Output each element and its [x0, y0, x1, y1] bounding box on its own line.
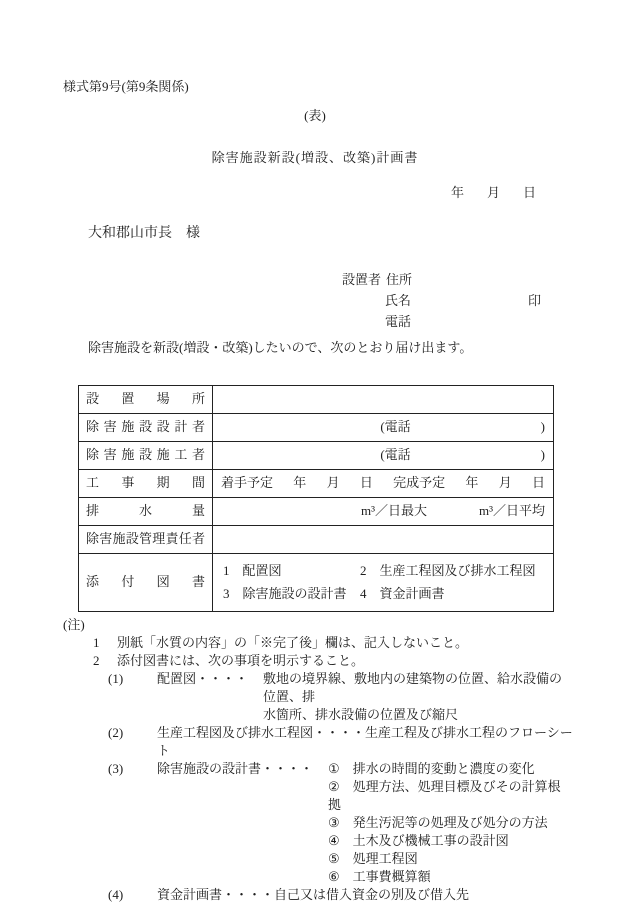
period-start-label: 着手予定 — [221, 475, 274, 491]
period-end-label: 完成予定 — [393, 475, 446, 491]
note-sub-2-no: (2) — [108, 724, 124, 740]
builder-phone-close: ) — [540, 447, 545, 463]
note-sub-4-no: (4) — [108, 886, 124, 902]
designer-label: 除害施設設計者 — [79, 413, 213, 441]
period-end-month: 月 — [498, 475, 512, 491]
attachment-item-3 — [223, 585, 360, 603]
note-sub-4-text: 資金計画書・・・・自己又は借入資金の別及び借入先 — [157, 886, 470, 902]
builder-label: 除害施設施工者 — [79, 441, 213, 469]
note-sub-3 — [108, 760, 573, 886]
seal-mark: 印 — [528, 293, 542, 309]
note-sub-1-lines — [263, 670, 573, 724]
period-value-cell — [213, 469, 554, 497]
note-sub-1 — [108, 670, 573, 724]
attachment-item-1 — [223, 562, 360, 580]
note-1-no: 1 — [93, 634, 100, 650]
design-doc-item-3 — [328, 814, 573, 832]
designer-phone-open: (電話 — [380, 419, 411, 435]
designer-value-cell — [213, 413, 554, 441]
design-doc-item-2-text: 処理方法、処理目標及びその計算根拠 — [328, 778, 561, 812]
manager-label: 除害施設管理責任者 — [79, 525, 213, 553]
note-sub-1-no: (1) — [108, 670, 124, 686]
note-item-1 — [93, 634, 573, 652]
design-doc-item-4 — [328, 832, 573, 850]
drainage-value-cell — [213, 497, 554, 525]
intro-sentence: 除害施設を新設(増設・改築)したいので、次のとおり届け出ます。 — [88, 340, 473, 356]
attachment-item-2 — [360, 562, 553, 580]
note-sub-1-label: 配置図・・・・ — [157, 670, 249, 686]
circled-3-marker: ③ — [328, 814, 340, 830]
design-doc-item-4-text: 土木及び機械工事の設計図 — [352, 832, 509, 848]
table-row-period — [79, 469, 554, 497]
attachments-value-cell — [213, 553, 554, 611]
table-row-manager — [79, 525, 554, 553]
drainage-label: 排水量 — [79, 497, 213, 525]
period-start-year: 年 — [293, 475, 307, 491]
form-number: 様式第9号(第9条関係) — [63, 79, 189, 94]
attachment-2-text: 生産工程図及び排水工程図 — [379, 562, 536, 578]
period-start-month: 月 — [326, 475, 340, 491]
design-doc-item-2 — [328, 778, 573, 814]
attachment-item-4 — [360, 585, 553, 603]
application-table — [78, 385, 554, 612]
circled-6-marker: ⑥ — [328, 868, 340, 884]
attachment-4-text: 資金計画書 — [379, 586, 445, 602]
design-doc-item-6 — [328, 868, 573, 886]
note-sub-3-no: (3) — [108, 760, 124, 776]
attachment-1-text: 配置図 — [242, 562, 282, 578]
attachment-2-no: 2 — [360, 562, 367, 578]
applicant-phone-row — [342, 311, 630, 332]
applicant-name-label: 氏名 — [385, 293, 412, 309]
builder-value-cell — [213, 441, 554, 469]
designer-phone-close: ) — [540, 419, 545, 435]
drainage-unit-max: m³／日最大 — [360, 503, 427, 519]
notes-heading: (注) — [63, 616, 85, 632]
note-1-text: 別紙「水質の内容」の「※完了後」欄は、記入しないこと。 — [117, 634, 469, 650]
note-sub-4 — [108, 886, 573, 903]
applicant-name-row — [342, 290, 630, 311]
date-day-label: 日 — [522, 184, 536, 200]
design-doc-item-5-text: 処理工程図 — [352, 850, 418, 866]
note-2-text: 添付図書には、次の事項を明示すること。 — [117, 652, 365, 668]
drainage-unit-avg: m³／日平均 — [478, 503, 545, 519]
design-doc-item-3-text: 発生汚泥等の処理及び処分の方法 — [352, 814, 548, 830]
location-label: 設置場所 — [79, 385, 213, 413]
period-label: 工事期間 — [79, 469, 213, 497]
design-doc-item-6-text: 工事費概算額 — [352, 868, 431, 884]
period-start-day: 日 — [359, 475, 373, 491]
note-sub-3-label: 除害施設の設計書・・・・ — [157, 760, 314, 776]
front-side-label: (表) — [304, 107, 326, 123]
design-doc-item-1 — [328, 760, 573, 778]
addressee: 大和郡山市長 様 — [88, 226, 200, 242]
date-month-label: 月 — [486, 184, 500, 200]
note-sub-3-items — [328, 760, 573, 886]
applicant-block — [342, 269, 630, 332]
table-row-location — [79, 385, 554, 413]
design-doc-item-5 — [328, 850, 573, 868]
document-title: 除害施設新設(増設、改築)計画書 — [211, 150, 419, 166]
note-2-no: 2 — [93, 652, 100, 668]
applicant-address-label: 住所 — [386, 272, 413, 288]
circled-2-marker: ② — [328, 778, 340, 794]
location-value-cell — [213, 385, 554, 413]
note-sub-1-line2: 水箇所、排水設備の位置及び縮尺 — [263, 706, 459, 722]
note-item-2 — [93, 652, 573, 670]
note-sub-2 — [108, 724, 573, 760]
note-sub-2-text: 生産工程図及び排水工程図・・・・生産工程及び排水工程のフローシート — [157, 724, 573, 758]
attachments-label: 添付図書 — [79, 553, 213, 611]
design-doc-item-1-text: 排水の時間的変動と濃度の変化 — [352, 760, 535, 776]
table-row-builder — [79, 441, 554, 469]
attachment-3-no: 3 — [223, 586, 230, 602]
manager-value-cell — [213, 525, 554, 553]
applicant-address-row — [342, 269, 630, 290]
note-sub-1-line1: 敷地の境界線、敷地内の建築物の位置、給水設備の位置、排 — [263, 670, 563, 704]
period-end-year: 年 — [465, 475, 479, 491]
date-year-label: 年 — [450, 184, 464, 200]
date-line — [0, 184, 630, 202]
builder-phone-open: (電話 — [380, 447, 411, 463]
circled-4-marker: ④ — [328, 832, 340, 848]
applicant-role-label: 設置者 — [342, 272, 382, 288]
circled-5-marker: ⑤ — [328, 850, 340, 866]
circled-1-marker: ① — [328, 760, 340, 776]
applicant-phone-label: 電話 — [385, 314, 412, 330]
table-row-attachments — [79, 553, 554, 611]
period-end-day: 日 — [531, 475, 545, 491]
attachment-4-no: 4 — [360, 586, 367, 602]
table-row-drainage — [79, 497, 554, 525]
attachment-1-no: 1 — [223, 562, 230, 578]
notes-section — [63, 616, 573, 903]
attachment-3-text: 除害施設の設計書 — [242, 586, 347, 602]
table-row-designer — [79, 413, 554, 441]
